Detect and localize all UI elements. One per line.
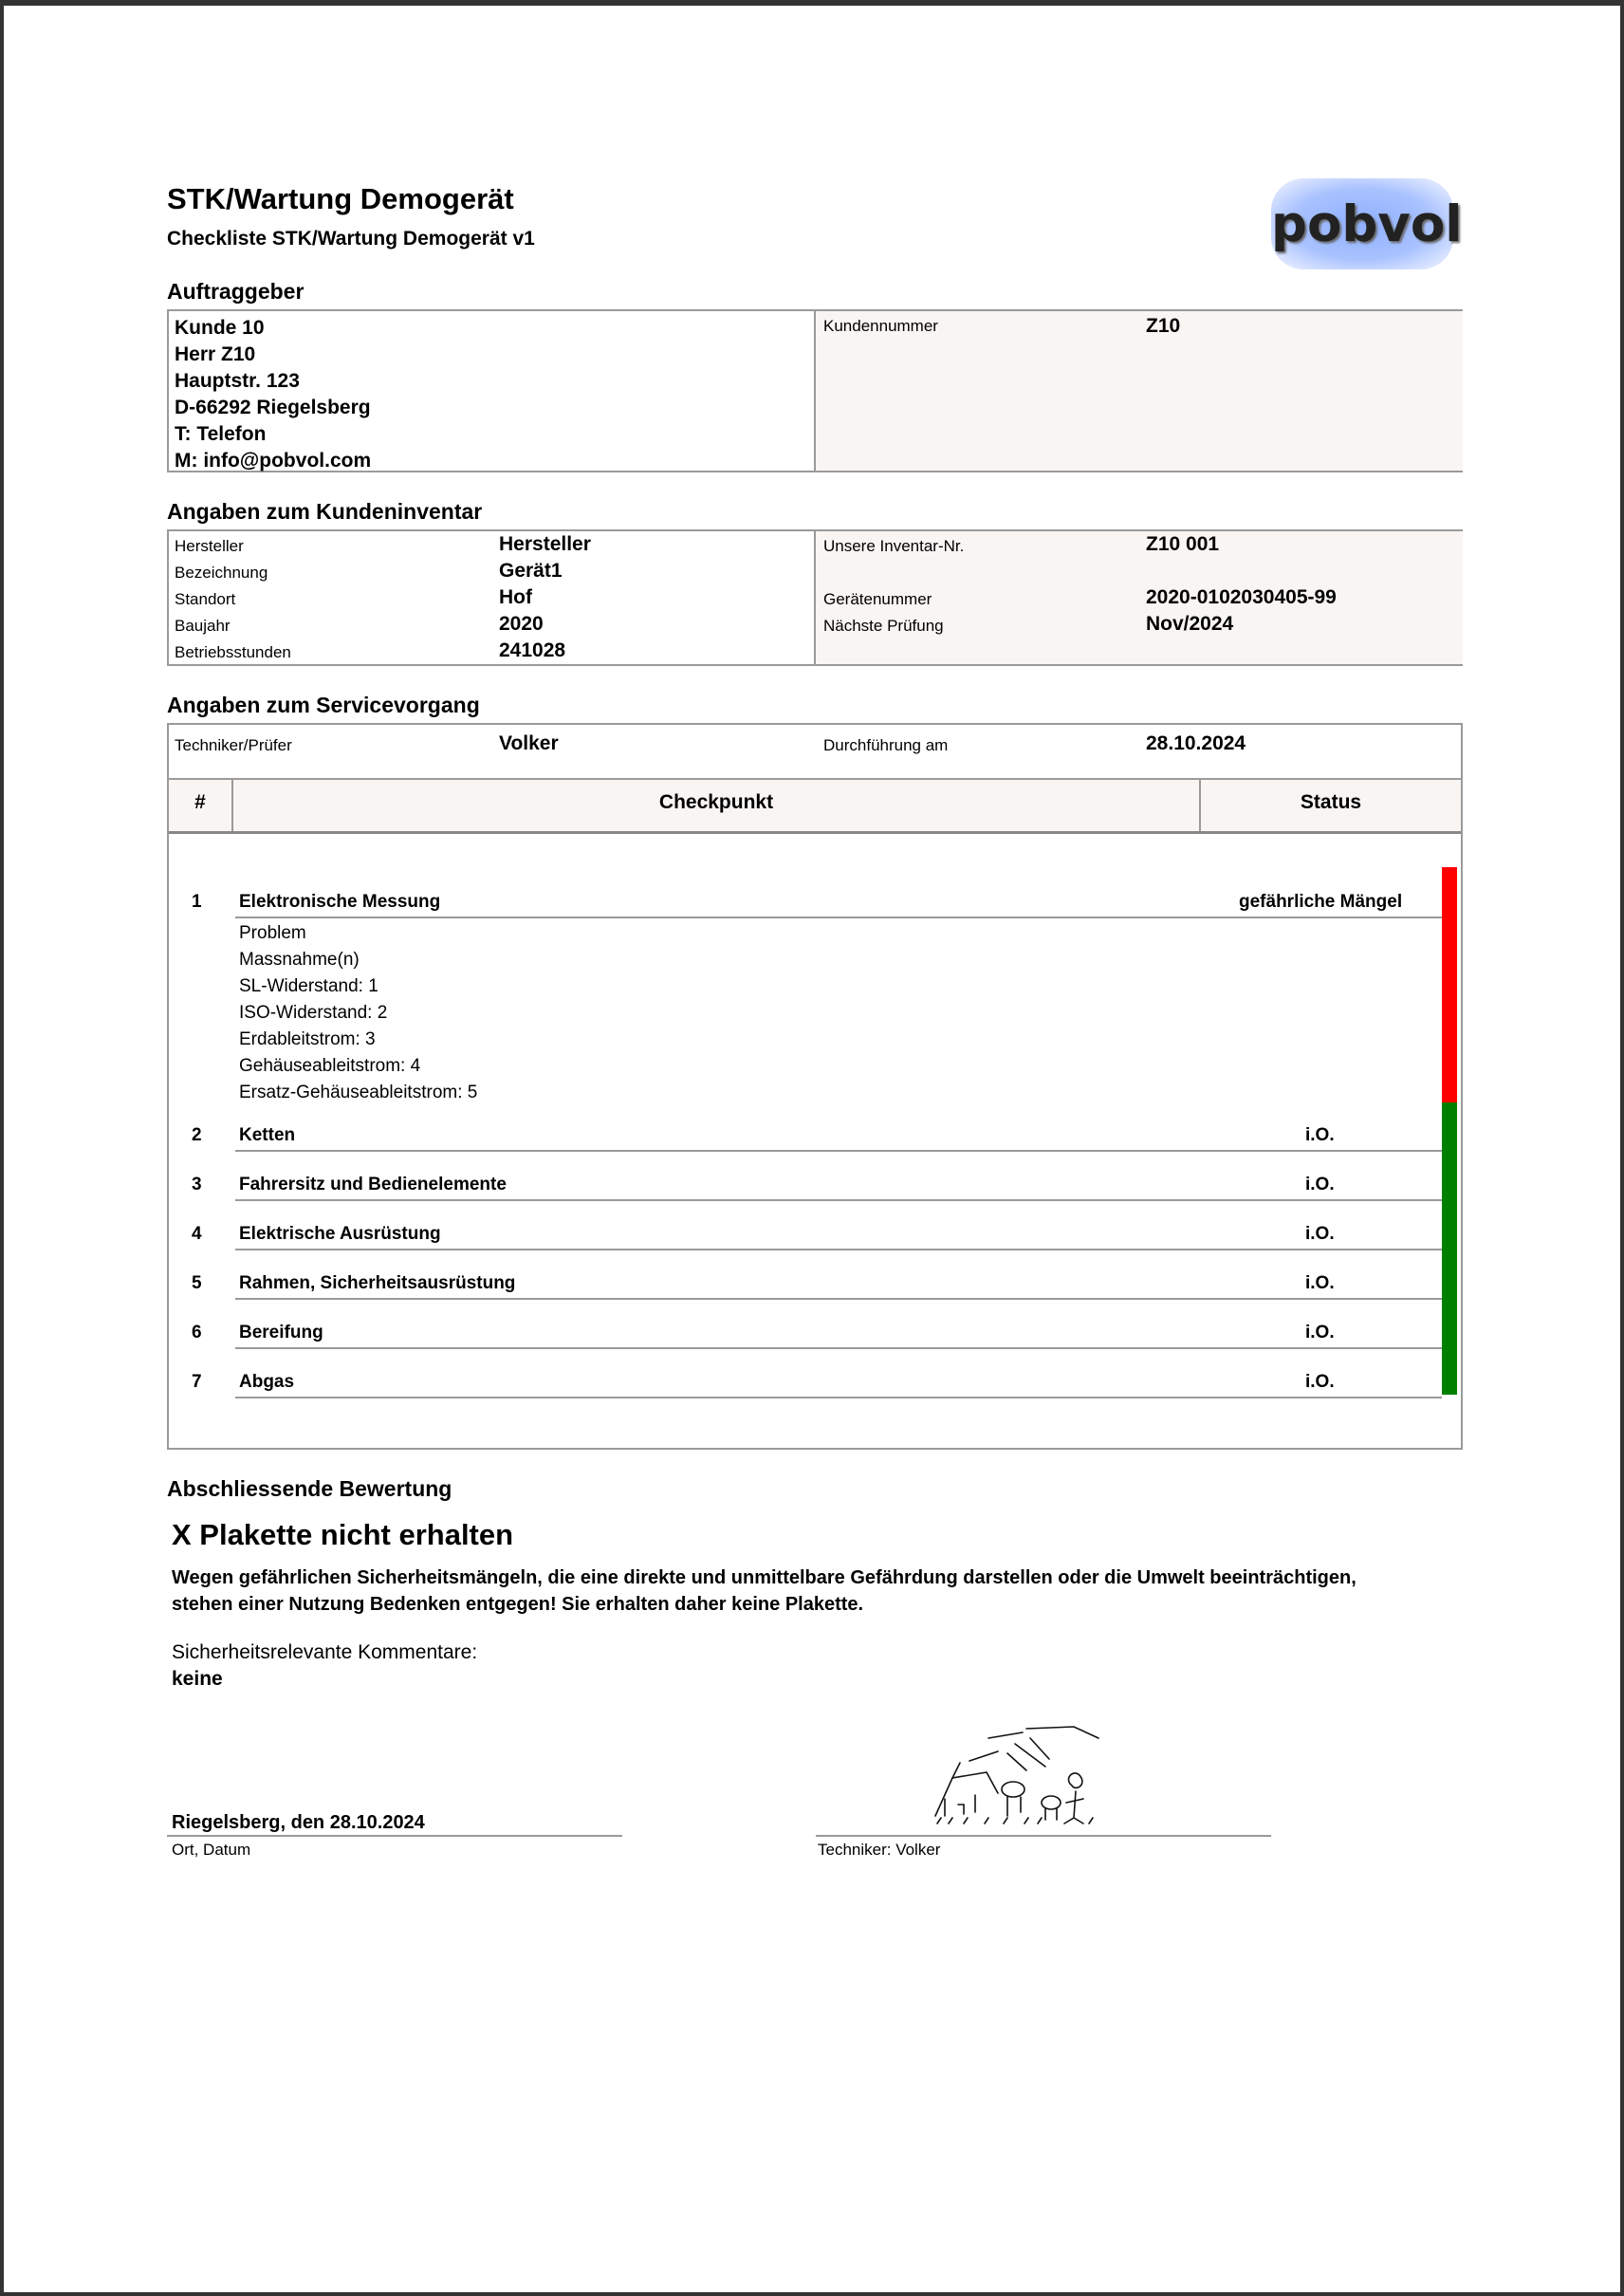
assessment-result: X Plakette nicht erhalten	[172, 1518, 514, 1551]
client-address	[175, 315, 371, 474]
assessment-text-line: Wegen gefährlichen Sicherheitsmängeln, die eine direkte und unmittelbare Gefährdung darstellen oder die Umwelt beeinträchtigen,	[172, 1567, 1356, 1588]
checkpoint-number: 2	[192, 1125, 202, 1145]
row-underline	[235, 1397, 1442, 1398]
checkpoint-details	[239, 920, 477, 1106]
inventory-value: 2020	[499, 613, 544, 635]
detail-line: Ersatz-Gehäuseableitstrom: 5	[239, 1083, 478, 1102]
inventory-value: Gerät1	[499, 560, 563, 582]
checkpoint-number: 3	[192, 1175, 202, 1194]
signature-line	[816, 1835, 1271, 1837]
col-checkpoint-header: Checkpunkt	[658, 791, 774, 813]
inventory-value: Hersteller	[499, 533, 591, 555]
address-line: Kunde 10	[175, 317, 265, 339]
inventory-value: Z10 001	[1146, 533, 1220, 555]
logo-text: pobvol	[1271, 195, 1463, 253]
comments-value: keine	[172, 1668, 223, 1690]
checkpoint-status: i.O.	[1305, 1175, 1335, 1194]
address-line: Herr Z10	[175, 343, 256, 365]
checkpoint-title: Bereifung	[239, 1323, 323, 1342]
date-value: 28.10.2024	[1146, 732, 1246, 754]
row-underline	[235, 1150, 1442, 1152]
address-line: M: info@pobvol.com	[175, 450, 372, 472]
place-date-line	[167, 1835, 622, 1837]
signature-sketch	[932, 1725, 1100, 1829]
checkpoint-status: gefährliche Mängel	[1239, 892, 1403, 912]
place-date: Riegelsberg, den 28.10.2024	[172, 1812, 425, 1833]
checkpoint-status: i.O.	[1305, 1273, 1335, 1293]
checkpoint-status: i.O.	[1305, 1125, 1335, 1145]
document-subtitle: Checkliste STK/Wartung Demogerät v1	[167, 228, 535, 250]
place-date-label: Ort, Datum	[172, 1841, 251, 1859]
address-line: T: Telefon	[175, 423, 267, 445]
checkpoint-title: Elektronische Messung	[239, 892, 441, 912]
inventory-label: Nächste Prüfung	[823, 617, 944, 635]
inventory-heading: Angaben zum Kundeninventar	[167, 499, 483, 524]
assessment-heading: Abschliessende Bewertung	[167, 1476, 452, 1501]
row-underline	[235, 1199, 1442, 1201]
col-status-header: Status	[1300, 791, 1362, 813]
inventory-label: Standort	[175, 590, 236, 608]
inventory-box	[167, 529, 1463, 666]
inventory-label: Bezeichnung	[175, 564, 268, 582]
checkpoint-title: Fahrersitz und Bedienelemente	[239, 1175, 507, 1194]
detail-line: Gehäuseableitstrom: 4	[239, 1056, 421, 1076]
document-page	[4, 6, 1620, 2292]
col-num-header: #	[194, 791, 206, 813]
checkpoint-status: i.O.	[1305, 1224, 1335, 1244]
address-line: D-66292 Riegelsberg	[175, 397, 371, 418]
checkpoint-title: Rahmen, Sicherheitsausrüstung	[239, 1273, 516, 1293]
checkpoint-number: 7	[192, 1372, 202, 1392]
status-bar-ok	[1442, 1102, 1457, 1395]
row-underline	[235, 917, 1442, 918]
inventory-label: Gerätenummer	[823, 590, 932, 608]
detail-line: Massnahme(n)	[239, 950, 360, 970]
comments-label: Sicherheitsrelevante Kommentare:	[172, 1641, 478, 1663]
checkpoint-title: Ketten	[239, 1125, 296, 1145]
checkpoint-status: i.O.	[1305, 1372, 1335, 1392]
inventory-value: 241028	[499, 639, 566, 661]
row-underline	[235, 1249, 1442, 1250]
row-underline	[235, 1347, 1442, 1349]
inventory-label: Betriebsstunden	[175, 643, 291, 661]
inventory-label: Unsere Inventar-Nr.	[823, 537, 965, 555]
detail-line: Erdableitstrom: 3	[239, 1029, 376, 1049]
technician-value: Volker	[499, 732, 559, 754]
row-underline	[235, 1298, 1442, 1300]
assessment-text-line: stehen einer Nutzung Bedenken entgegen! Sie erhalten daher keine Plakette.	[172, 1594, 864, 1615]
service-heading: Angaben zum Servicevorgang	[167, 693, 480, 717]
client-heading: Auftraggeber	[167, 279, 304, 304]
checkpoint-status: i.O.	[1305, 1323, 1335, 1342]
logo	[1271, 178, 1463, 269]
checkpoint-number: 6	[192, 1323, 202, 1342]
checkpoint-number: 1	[192, 892, 202, 912]
inventory-label: Hersteller	[175, 537, 244, 555]
checkpoint-title: Abgas	[239, 1372, 295, 1392]
checkpoint-number: 5	[192, 1273, 202, 1293]
client-box	[167, 309, 1463, 472]
date-label: Durchführung am	[823, 736, 949, 754]
service-box	[167, 723, 1463, 1450]
inventory-value: Hof	[499, 586, 532, 608]
status-bar-danger	[1442, 867, 1457, 1102]
inventory-value: 2020-0102030405-99	[1146, 586, 1337, 608]
checkpoint-number: 4	[192, 1224, 202, 1244]
technician-label: Techniker/Prüfer	[175, 736, 292, 754]
checkpoint-title: Elektrische Ausrüstung	[239, 1224, 441, 1244]
customer-no-value: Z10	[1146, 315, 1181, 337]
address-line: Hauptstr. 123	[175, 370, 300, 392]
technician-signature-label: Techniker: Volker	[818, 1841, 941, 1859]
checklist-header	[169, 778, 1461, 834]
document-title: STK/Wartung Demogerät	[167, 182, 514, 215]
detail-line: ISO-Widerstand: 2	[239, 1003, 388, 1023]
inventory-label: Baujahr	[175, 617, 231, 635]
inventory-value: Nov/2024	[1146, 613, 1234, 635]
detail-line: Problem	[239, 923, 306, 943]
customer-no-label: Kundennummer	[823, 317, 938, 335]
detail-line: SL-Widerstand: 1	[239, 976, 378, 996]
